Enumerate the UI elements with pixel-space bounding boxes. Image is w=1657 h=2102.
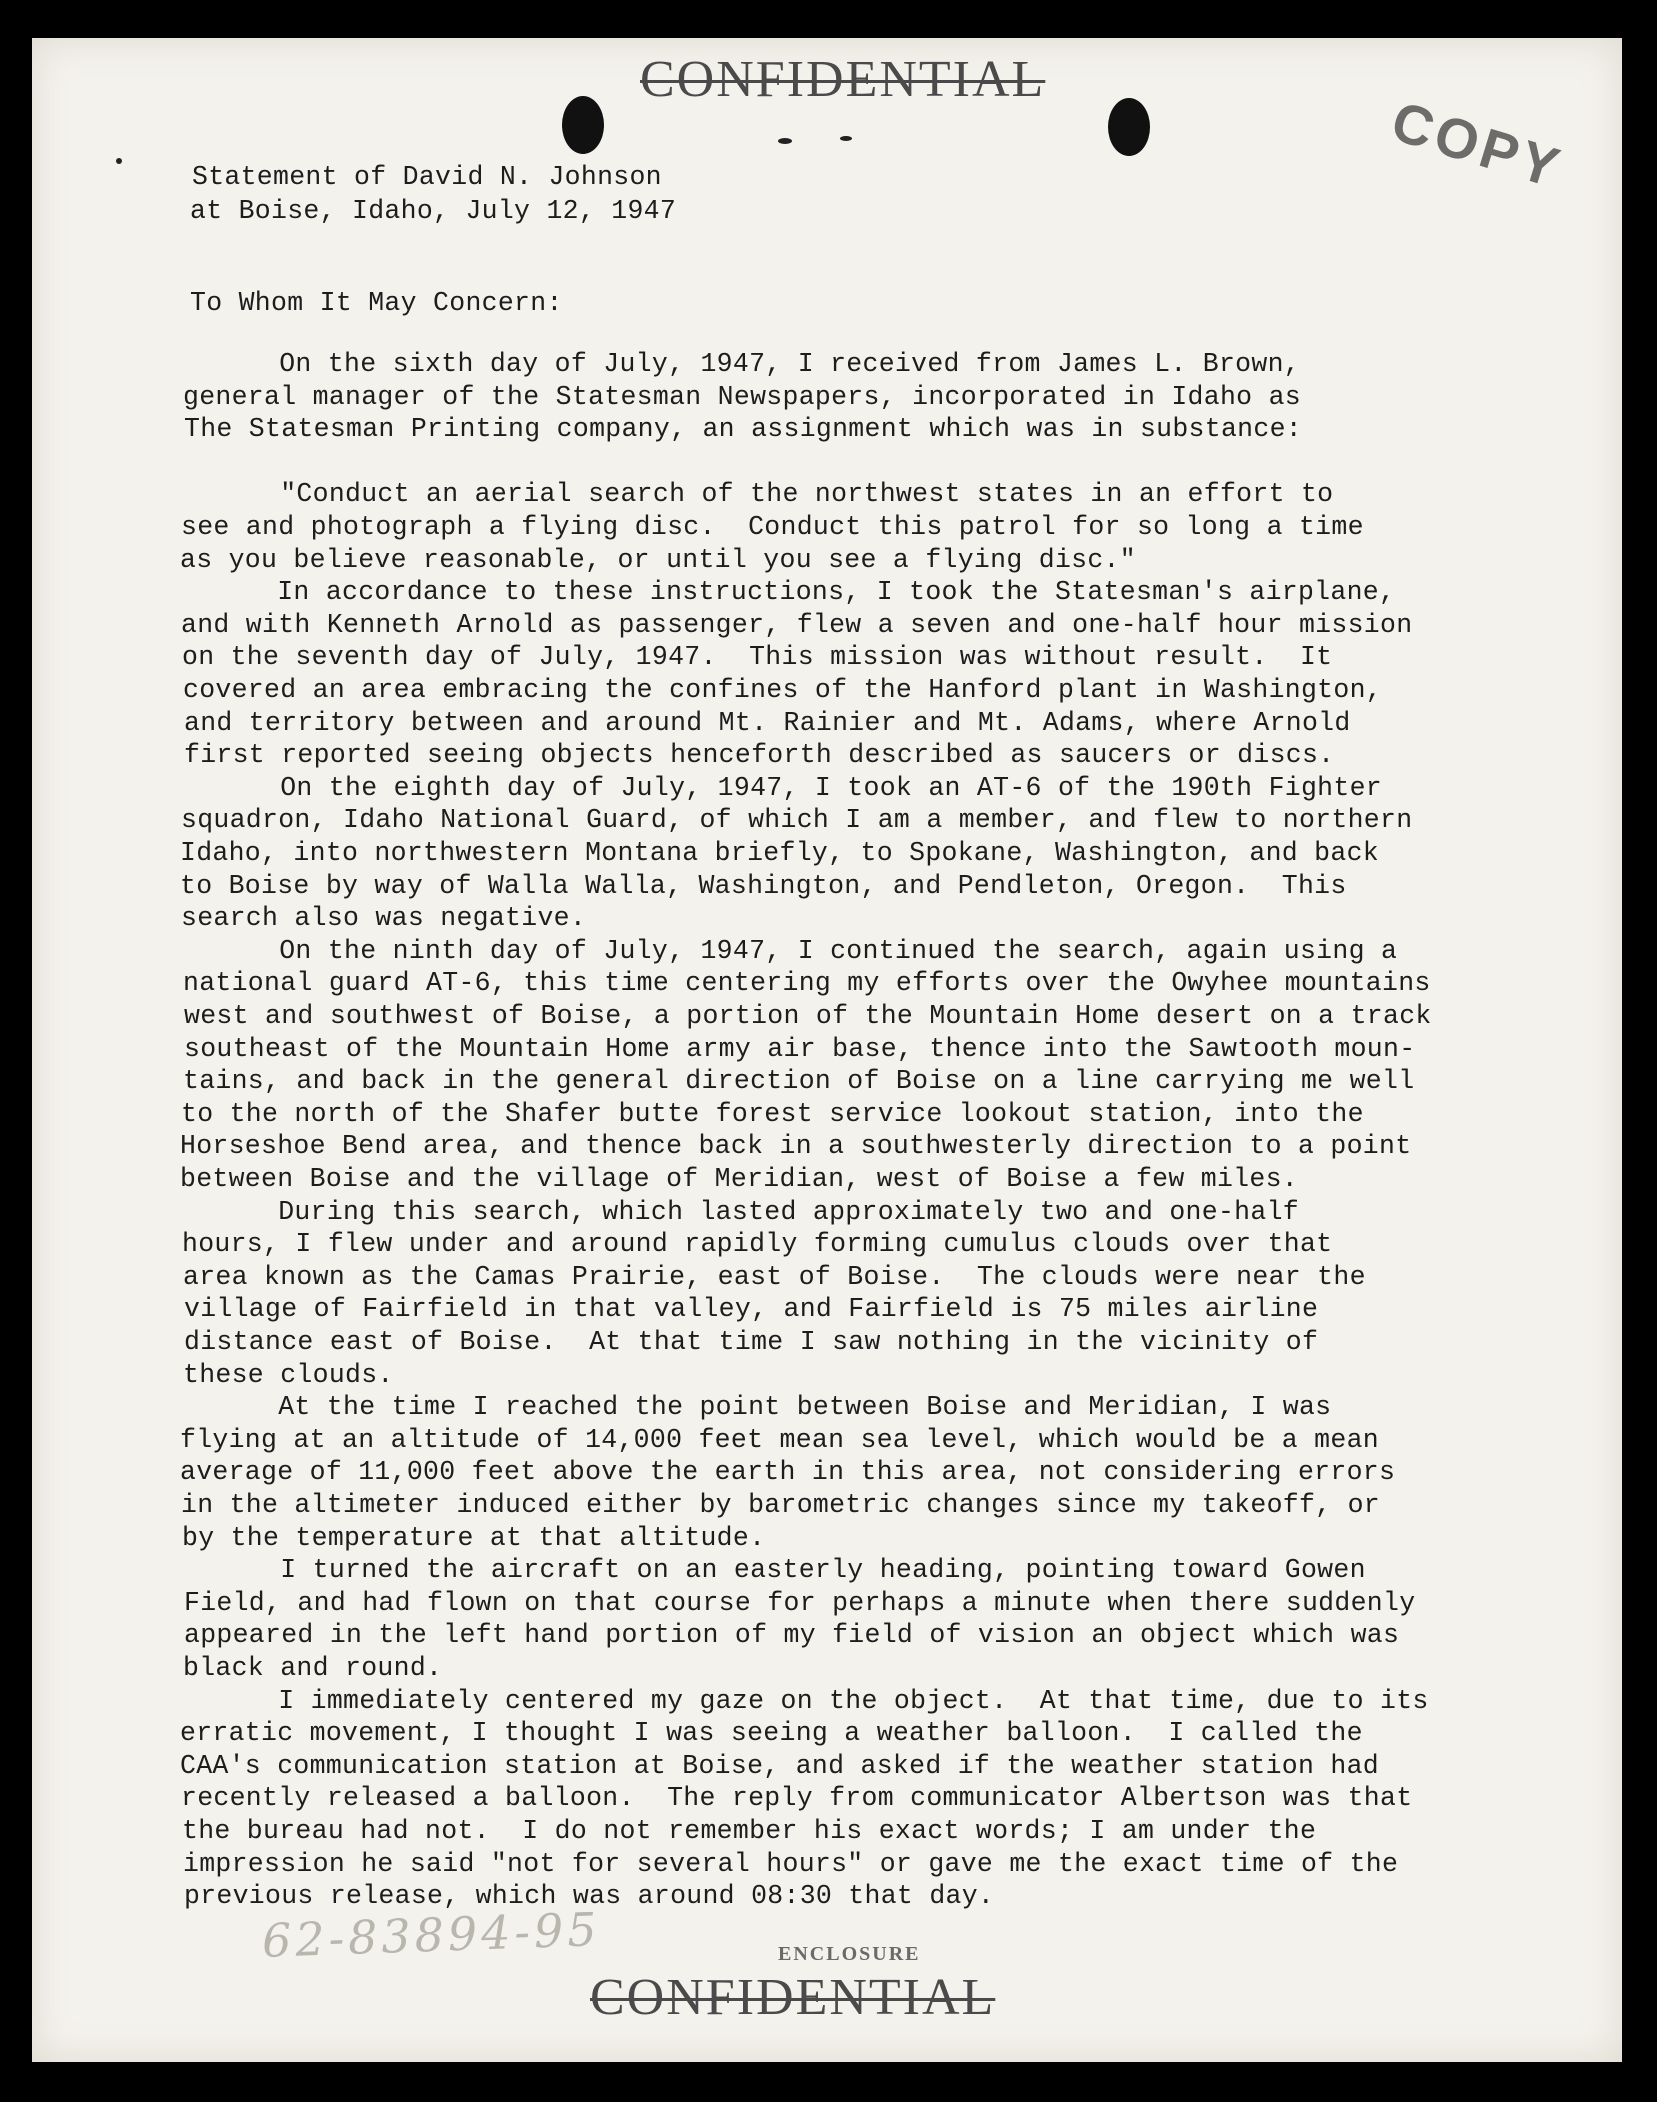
confidential-stamp-top: CONFIDENTIAL	[640, 51, 1046, 108]
body-line: area known as the Camas Prairie, east of Boise. The clouds were near the	[183, 1261, 1366, 1292]
body-line: as you believe reasonable, or until you see a flying disc."	[180, 544, 1136, 575]
body-line: On the ninth day of July, 1947, I continued the search, again using a	[182, 935, 1398, 966]
body-line: the bureau had not. I do not remember his exact words; I am under the	[182, 1816, 1317, 1846]
ink-blot-right	[1108, 98, 1150, 156]
body-line: On the eighth day of July, 1947, I took an AT-6 of the 190th Fighter	[183, 772, 1382, 803]
body-line: and territory between and around Mt. Rainier and Mt. Adams, where Arnold	[184, 707, 1351, 738]
body-line: first reported seeing objects henceforth described as saucers or discs.	[184, 740, 1335, 771]
body-line: in the altimeter induced either by barometric changes since my takeoff, or	[181, 1490, 1380, 1520]
body-line: Horseshoe Bend area, and thence back in a southwesterly direction to a point	[180, 1131, 1412, 1162]
ink-speck	[778, 138, 792, 144]
body-line: by the temperature at that altitude.	[182, 1522, 766, 1553]
body-line: to Boise by way of Walla Walla, Washington, and Pendleton, Oregon. This	[180, 870, 1347, 901]
copy-stamp: COPY	[1384, 88, 1571, 201]
body-line: average of 11,000 feet above the earth in this area, not considering errors	[180, 1457, 1396, 1488]
body-line: During this search, which lasted approximately two and one-half	[181, 1196, 1299, 1227]
body-line: general manager of the Statesman Newspapers, incorporated in Idaho as	[183, 381, 1301, 412]
body-line: on the seventh day of July, 1947. This mission was without result. It	[182, 642, 1333, 673]
body-line: I immediately centered my gaze on the object. At that time, due to its	[181, 1685, 1429, 1716]
body-line: southeast of the Mountain Home army air base, thence into the Sawtooth moun-	[184, 1033, 1416, 1064]
body-line: village of Fairfield in that valley, and Fairfield is 75 miles airline	[184, 1294, 1319, 1325]
body-line: distance east of Boise. At that time I saw nothing in the vicinity of	[184, 1327, 1319, 1357]
body-line: The Statesman Printing company, an assignment which was in substance:	[184, 414, 1302, 445]
body-line: impression he said "not for several hours" or gave me the exact time of the	[183, 1848, 1399, 1879]
salutation: To Whom It May Concern:	[190, 288, 563, 318]
body-line: these clouds.	[183, 1359, 394, 1390]
ink-speck	[840, 136, 852, 141]
body-line: national guard AT-6, this time centering my efforts over the Owyhee mountains	[183, 968, 1431, 999]
body-line: Idaho, into northwestern Montana briefly, to Spokane, Washington, and back	[180, 838, 1379, 868]
body-line: west and southwest of Boise, a portion of the Mountain Home desert on a track	[184, 1001, 1432, 1031]
ink-blot-left	[562, 96, 604, 154]
confidential-stamp-bottom: CONFIDENTIAL	[590, 1969, 996, 2026]
body-line: covered an area embracing the confines of the Hanford plant in Washington,	[183, 675, 1382, 705]
body-line: I turned the aircraft on an easterly heading, pointing toward Gowen	[183, 1555, 1366, 1586]
body-line: between Boise and the village of Meridian, west of Boise a few miles.	[180, 1164, 1298, 1194]
statement-place-date: at Boise, Idaho, July 12, 1947	[190, 196, 677, 226]
body-line: In accordance to these instructions, I took the Statesman's airplane,	[180, 577, 1396, 608]
body-line: black and round.	[183, 1653, 443, 1683]
statement-title: Statement of David N. Johnson	[192, 162, 662, 192]
body-line: and with Kenneth Arnold as passenger, flew a seven and one-half hour mission	[181, 609, 1413, 640]
body-line: flying at an altitude of 14,000 feet mean sea level, which would be a mean	[180, 1424, 1379, 1455]
body-line: previous release, which was around 08:30 that day.	[184, 1881, 995, 1912]
body-line: On the sixth day of July, 1947, I received from James L. Brown,	[182, 349, 1300, 379]
body-line: tains, and back in the general direction of Boise on a line carrying me well	[183, 1066, 1415, 1097]
body-line: appeared in the left hand portion of my field of vision an object which was	[184, 1620, 1400, 1651]
body-line: recently released a balloon. The reply from communicator Albertson was that	[181, 1783, 1413, 1814]
body-line: At the time I reached the point between Boise and Meridian, I was	[181, 1392, 1332, 1423]
enclosure-stamp: ENCLOSURE	[778, 1943, 921, 1965]
body-line: hours, I flew under and around rapidly forming cumulus clouds over that	[182, 1229, 1333, 1260]
file-number-handwritten: 62-83894-95	[261, 1902, 602, 1968]
body-line: "Conduct an aerial search of the northwest states in an effort to	[183, 479, 1334, 510]
body-line: search also was negative.	[181, 903, 587, 934]
body-line: to the north of the Shafer butte forest service lookout station, into the	[181, 1098, 1364, 1129]
ink-speck	[116, 158, 122, 164]
body-line: squadron, Idaho National Guard, of which I am a member, and flew to northern	[181, 805, 1413, 836]
body-line: erratic movement, I thought I was seeing a weather balloon. I called the	[180, 1718, 1363, 1749]
body-line: CAA's communication station at Boise, and asked if the weather station had	[180, 1750, 1379, 1781]
body-line: Field, and had flown on that course for perhaps a minute when there suddenly	[184, 1587, 1416, 1618]
body-line: see and photograph a flying disc. Conduct this patrol for so long a time	[181, 512, 1364, 542]
